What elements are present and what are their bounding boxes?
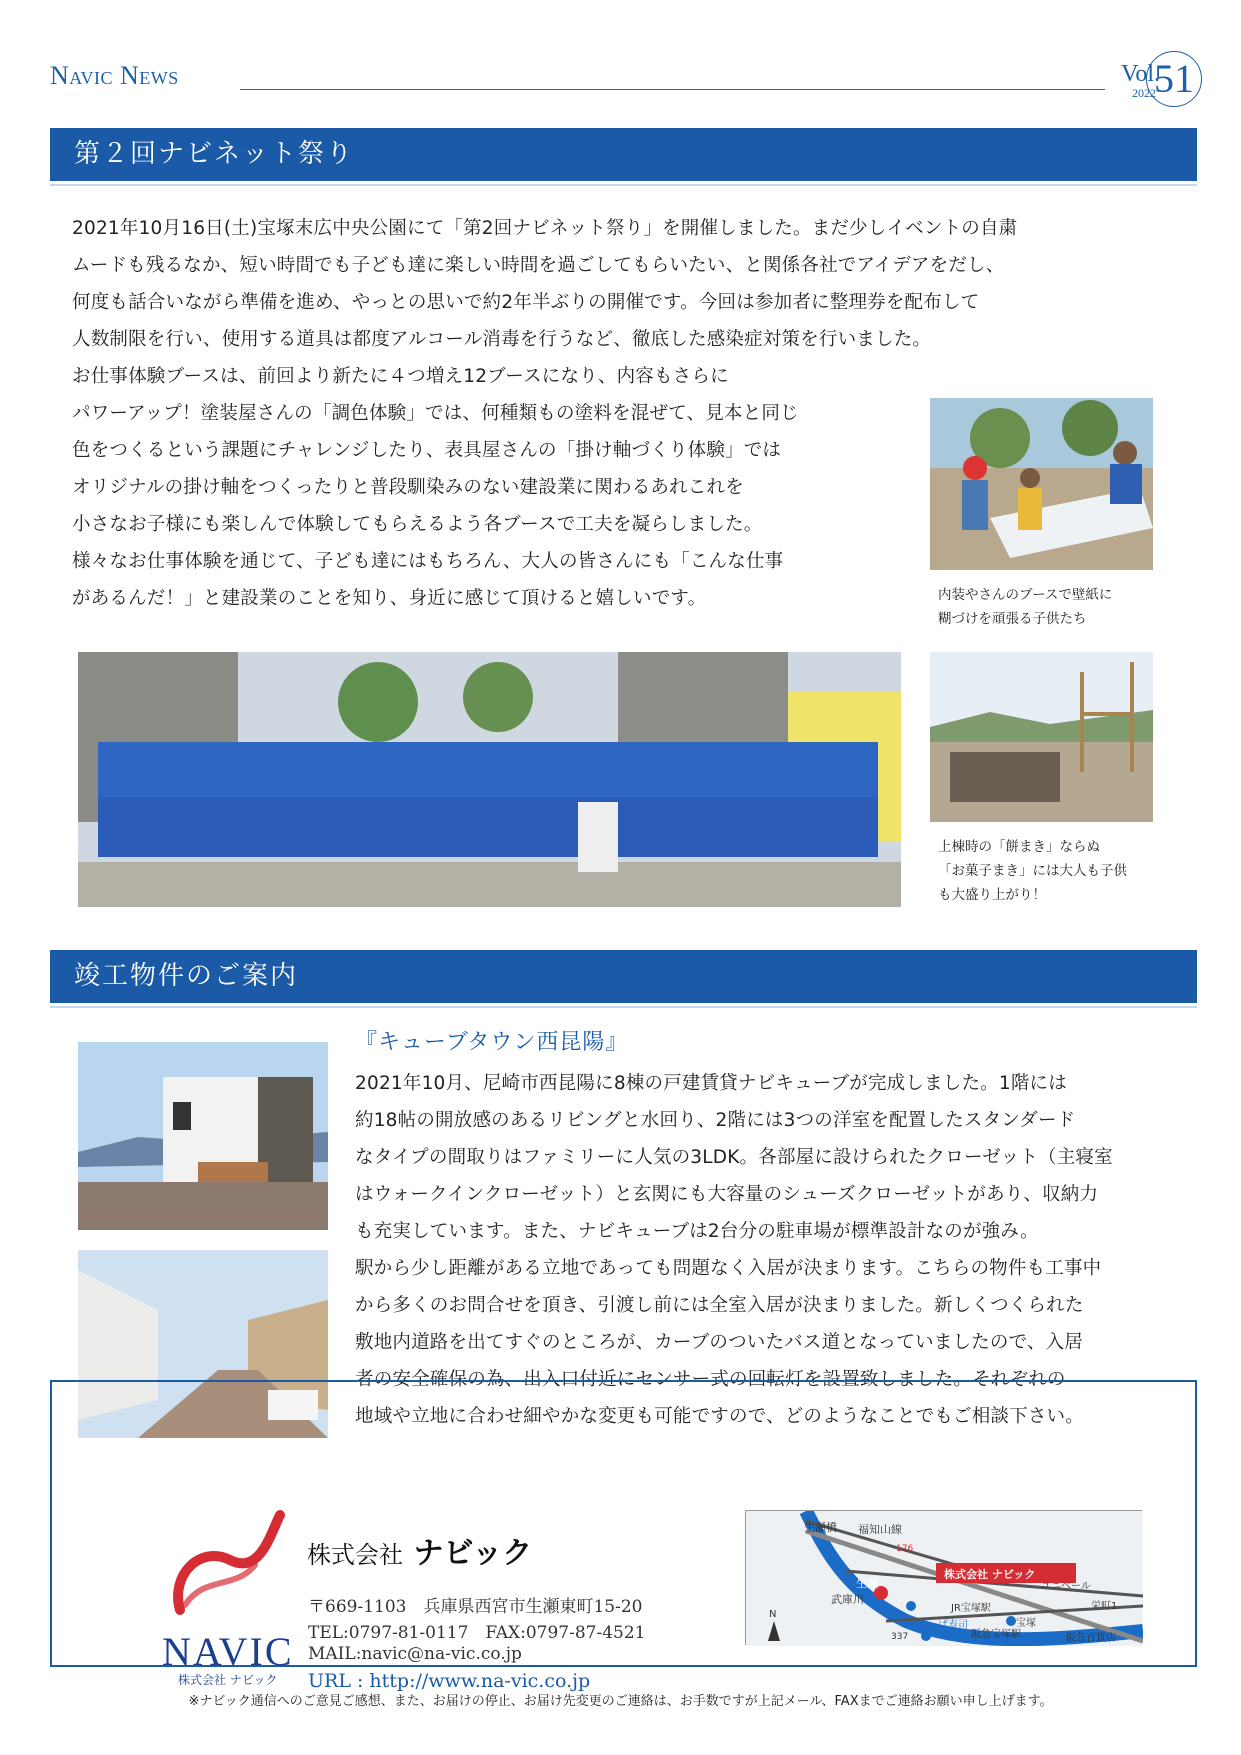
- logo-wordmark: NAVIC: [162, 1629, 294, 1674]
- caption-snack-throw: 上棟時の「餅まき」ならぬ 「お菓子まき」には大人も子供 も大盛り上がり！: [938, 839, 1127, 903]
- body-line: 色をつくるという課題にチャレンジしたり、表具屋さんの「掛け軸づくり体験」では: [72, 440, 782, 461]
- masthead-rule: [240, 89, 1105, 90]
- section-title-festival: 第２回ナビネット祭り: [50, 128, 1197, 181]
- map-label-line1: 福知山線: [858, 1523, 902, 1536]
- body-line: 2021年10月、尼崎市西昆陽に8棟の戸建賃貸ナビキューブが完成しました。1階には: [355, 1073, 1067, 1094]
- company-telfax: TEL:0797-81-0117 FAX:0797-87-4521: [308, 1623, 646, 1643]
- logo-subtitle: 株式会社 ナビック: [178, 1673, 278, 1687]
- map-label-dept: 阪急百貨店: [1066, 1633, 1116, 1644]
- map-label-company: 株式会社 ナビック: [944, 1568, 1036, 1581]
- caption-kids-wallpaper: 内装やさんのブースで壁紙に 糊づけを頑張る子供たち: [938, 587, 1113, 627]
- photo-group-staff: [78, 652, 901, 907]
- body-line: があるんだ！」と建設業のことを知り、身近に感じて頂けると嬉しいです。: [72, 588, 707, 609]
- intro-line: 何度も話合いながら準備を進め、やっとの思いで約2年半ぶりの開催です。今回は参加者に整理券を配布して: [72, 292, 980, 313]
- body-line: 敷地内道路を出てすぐのところが、カーブのついたバス道となっていましたので、入居: [355, 1332, 1084, 1353]
- body-line: から多くのお問合せを頂き、引渡し前には全室入居が決まりました。新しくつくられた: [355, 1295, 1084, 1316]
- body-line: 駅から少し距離がある立地であっても問題なく入居が決まります。こちらの物件も工事中: [355, 1258, 1102, 1279]
- intro-line: ムードも残るなか、短い時間でも子ども達に楽しい時間を過ごしてもらいたい、と関係各社でアイデアをだし、: [72, 255, 1005, 276]
- map-label-station1: 生瀬橋: [804, 1521, 837, 1534]
- map-label-river: 武庫川: [831, 1593, 864, 1606]
- map-label-kappa: かっぱ寿司: [918, 1620, 968, 1631]
- photo-snack-throw: [930, 652, 1153, 822]
- vol-year: 2022: [1132, 86, 1156, 100]
- company-url[interactable]: URL : http://www.na-vic.co.jp: [308, 1670, 591, 1692]
- body-line: なタイプの間取りはファミリーに人気の3LDK。各部屋に設けられたクローゼット（主寝室: [355, 1147, 1113, 1168]
- navic-logo-mark-icon: [160, 1505, 290, 1625]
- intro-line: 人数制限を行い、使用する道具は都度アルコール消毒を行うなど、徹底した感染症対策を行いました。: [72, 329, 932, 350]
- company-address: 〒669-1103 兵庫県西宮市生瀬東町15-20: [308, 1597, 643, 1617]
- body-line: 小さなお子様にも楽しんで体験してもらえるよう各ブースで工夫を凝らしました。: [72, 514, 763, 535]
- map-label-sakae: 栄町1: [1091, 1601, 1118, 1612]
- map-north-icon: N: [769, 1609, 777, 1620]
- photo-kids-wallpaper: [930, 398, 1153, 570]
- body-line: 様々なお仕事体験を通じて、子ども達にはもちろん、大人の皆さんにも「こんな仕事: [72, 551, 784, 572]
- body-line: オリジナルの掛け軸をつくったりと普段馴染みのない建設業に関わるあれこれを: [72, 477, 744, 498]
- map-label-jr: JR宝塚駅: [951, 1603, 991, 1614]
- map-label-route337: 337: [891, 1632, 909, 1642]
- brand-title: Navic News: [50, 61, 179, 90]
- vol-number: 51: [1146, 51, 1202, 107]
- body-line: 者の安全確保の為、出入口付近にセンサー式の回転灯を設置致しました。それぞれの: [355, 1369, 1066, 1390]
- map-label-hankyu: 阪急宝塚駅: [971, 1629, 1021, 1640]
- body-line: も充実しています。また、ナビキューブは2台分の駐車場が標準設計なのが強み。: [355, 1221, 1039, 1242]
- map-label-univ: ユニベール: [1041, 1581, 1091, 1592]
- body-line: 約18帖の開放感のあるリビングと水回り、2階には3つの洋室を配置したスタンダード: [355, 1110, 1076, 1131]
- company-name: 株式会社 ナビック: [307, 1536, 533, 1571]
- access-map: [745, 1510, 1142, 1645]
- intro-line: 2021年10月16日(土)宝塚末広中央公園にて「第2回ナビネット祭り」を開催しました。まだ少しイベントの自粛: [72, 218, 1018, 239]
- map-label-takarazuka: 宝塚: [1016, 1618, 1036, 1629]
- body-line: パワーアップ！塗装屋さんの「調色体験」では、何種類もの塗料を混ぜて、見本と同じ: [72, 403, 799, 424]
- company-mail[interactable]: MAIL:navic@na-vic.co.jp: [308, 1644, 522, 1664]
- vol-label: Vol.: [1121, 61, 1160, 87]
- body-line: はウォークインクローゼット）と玄関にも大容量のシューズクローゼットがあり、収納力: [355, 1184, 1099, 1205]
- body-line: お仕事体験ブースは、前回より新たに４つ増え12ブースになり、内容もさらに: [72, 366, 729, 387]
- map-label-route176: 176: [896, 1544, 914, 1554]
- section-title-completed: 竣工物件のご案内: [50, 950, 1197, 1003]
- footer-note: ※ナビック通信へのご意見ご感想、また、お届けの停止、お届け先変更のご連絡は、お手数ですが上記メール、FAXまでご連絡お願い申し上げます。: [188, 1694, 1053, 1709]
- map-label-namaze: 生瀬: [856, 1577, 878, 1590]
- property-title: 『キューブタウン西昆陽』: [355, 1030, 629, 1055]
- masthead: [50, 55, 1220, 101]
- photo-cube-house-1: [78, 1042, 328, 1230]
- body-line: 地域や立地に合わせ細やかな変更も可能ですので、どのようなことでもご相談下さい。: [355, 1406, 1084, 1427]
- festival-body: [72, 358, 912, 617]
- festival-intro: [72, 210, 1197, 358]
